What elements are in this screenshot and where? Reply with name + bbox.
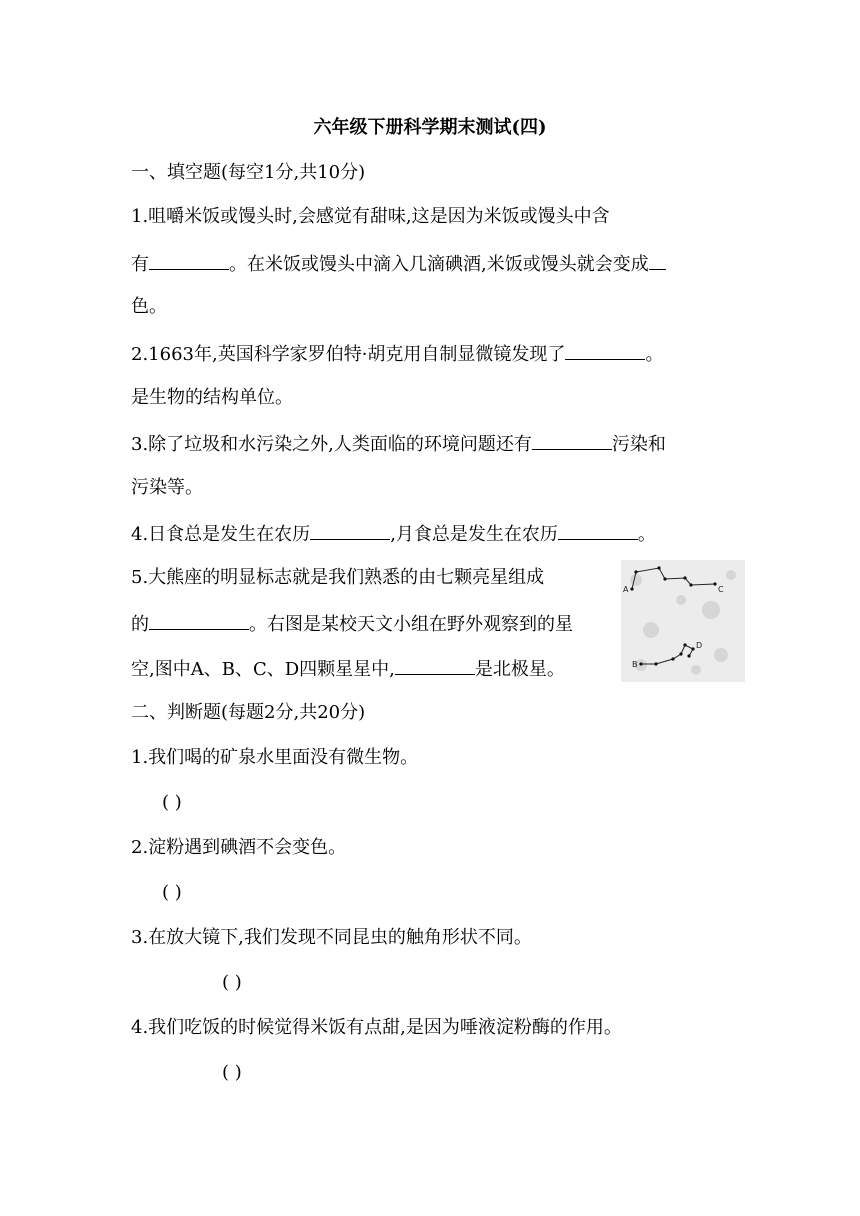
fill-q3-text-a: 3.除了垃圾和水污染之外,人类面临的环境问题还有 xyxy=(131,434,532,455)
fill-q5-line1: 5.大熊座的明显标志就是我们熟悉的由七颗亮星组成 xyxy=(131,567,545,588)
fill-q1-text-b: 。在米饭或馒头中滴入几滴碘酒 xyxy=(229,254,481,275)
answer-blank[interactable] xyxy=(149,253,229,270)
judge-q1: 1.我们喝的矿泉水里面没有微生物。 xyxy=(131,747,419,768)
fill-q3-line1 xyxy=(131,433,666,455)
judge-q3-answer[interactable]: ( ) xyxy=(222,972,242,993)
answer-blank[interactable] xyxy=(532,433,612,450)
fill-q4-text-c: 。 xyxy=(637,524,656,545)
fill-q4-text-a: 4.日食总是发生在农历 xyxy=(131,524,311,545)
judge-q4: 4.我们吃饭的时候觉得米饭有点甜,是因为唾液淀粉酶的作用。 xyxy=(131,1017,622,1038)
fill-q3-text-b: 污染和 xyxy=(611,434,666,455)
answer-blank[interactable] xyxy=(395,658,475,675)
fill-q5-text-a: 空,图中A、B、C、D四颗星星中, xyxy=(131,659,395,680)
judge-q2-answer[interactable]: ( ) xyxy=(162,882,182,903)
fill-q2-text-a: 2.1663年,英国科学家罗伯特·胡克用自制显微镜发现了 xyxy=(131,344,566,365)
judge-q2: 2.淀粉遇到碘酒不会变色。 xyxy=(131,837,347,858)
section-heading-judge: 二、判断题(每题2分,共20分) xyxy=(131,702,366,723)
fill-q5-text-b: 是北极星。 xyxy=(474,659,565,680)
fill-q1-text-a: 有 xyxy=(131,254,149,275)
fill-q5-text-a: 的 xyxy=(131,614,149,635)
fill-q1-line1: 1.咀嚼米饭或馒头时,会感觉有甜味,这是因为米饭或馒头中含 xyxy=(131,206,610,227)
fill-q4-text-b: ,月食总是发生在农历 xyxy=(390,524,558,545)
fill-q2-text-b: 。 xyxy=(645,344,664,365)
answer-blank[interactable] xyxy=(649,253,666,270)
judge-q3: 3.在放大镜下,我们发现不同昆虫的触角形状不同。 xyxy=(131,927,532,948)
fill-q1-line3: 色。 xyxy=(131,296,167,317)
judge-q1-answer[interactable]: ( ) xyxy=(162,792,182,813)
answer-blank[interactable] xyxy=(310,523,390,540)
fill-q4-line1 xyxy=(131,523,656,545)
star-map-image xyxy=(621,560,745,682)
fill-q3-line2: 污染等。 xyxy=(131,477,203,498)
fill-q2-line1 xyxy=(131,343,663,365)
fill-q1-text-c: ,米饭或馒头就会变成 xyxy=(481,254,649,275)
star-label-c: C xyxy=(718,585,724,594)
fill-q2-line2: 是生物的结构单位。 xyxy=(131,387,293,408)
fill-q1-line2 xyxy=(131,253,666,275)
page-title: 六年级下册科学期末测试(四) xyxy=(313,117,547,138)
fill-q5-text-b: 。右图是某校天文小组在野外观察到的星 xyxy=(249,614,573,635)
answer-blank[interactable] xyxy=(565,343,645,360)
star-label-d: D xyxy=(696,641,703,650)
star-label-b: B xyxy=(632,660,638,669)
star-label-a: A xyxy=(623,585,629,594)
fill-q5-line3 xyxy=(131,658,565,680)
answer-blank[interactable] xyxy=(558,523,638,540)
answer-blank[interactable] xyxy=(149,613,249,630)
fill-q5-line2 xyxy=(131,613,573,635)
judge-q4-answer[interactable]: ( ) xyxy=(222,1062,242,1083)
section-heading-fill: 一、填空题(每空1分,共10分) xyxy=(131,162,366,183)
